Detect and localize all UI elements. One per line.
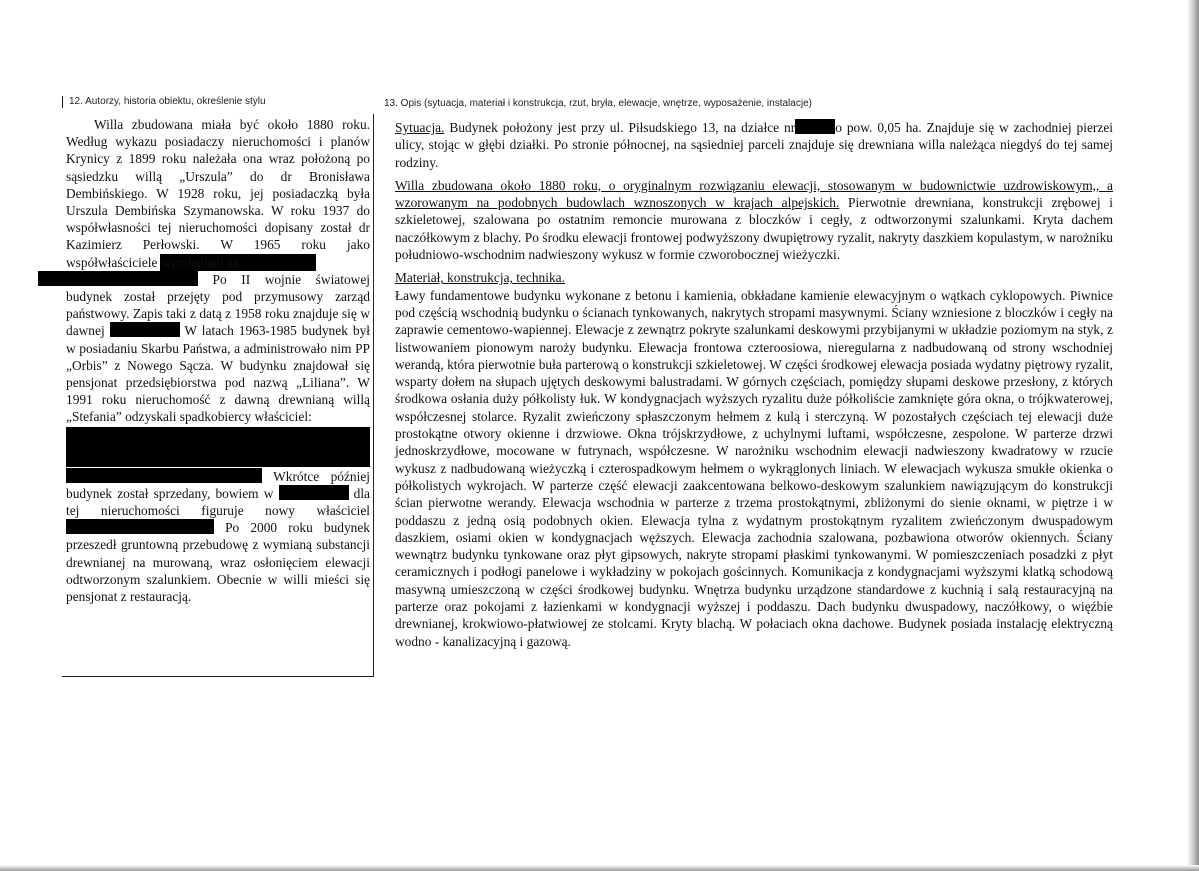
redaction-block [66,427,370,467]
history-paragraph-1: Willa zbudowana miała być około 1880 roku. Według wykazu posiadaczy nieruchomości i planów Krynicy z 1899 roku należała ona wraz położoną po sąsiedzku willą „Urszula” do dr Bronisława Dembińskiego. W 1928 roku, jej posiadaczką była Urszula Dembińska Szymanowska. W roku 1937 do współwłasności tej nieruchomości dopisany został dr Kazimierz Perłowski. W 1965 roku jako współwłaściciele wymieniani są [66,117,370,270]
redaction-block [66,519,214,534]
situation-text-end: o pow. 0,05 ha. Znajduje się w zachodniej pierzei ulicy, stojąc w głębi działki. Po stronie północnej, na sąsiedniej parceli znajduje się drewniana willa należąca niegdyś do tej samej rodziny. [395,120,1113,170]
history-paragraph-2: Po II wojnie światowej budynek został przejęty pod przymusowy zarząd państwowy. Zapis taki z datą z 1958 roku znajduje się w dawnej [66,271,370,339]
scan-edge-shadow [1187,0,1199,871]
redaction-block [110,322,180,337]
left-section-heading: 12. Autorzy, historia obiektu, określenie stylu [62,96,266,108]
material-text: Ławy fundamentowe budynku wykonane z betonu i kamienia, obkładane kamienie elewacyjnym o wątkach cyklopowych. Piwnice pod częścią wschodnią budynku o ścianach tynkowanych, nakrytych stropami masywnymi. Ściany wzniesione z bloczków i cegły na zaprawie cementowo-wapiennej. Elewacje z zewnątrz pokryte szalunkami deskowymi przybijanymi w układzie poziomym na styk, z listwowaniem pionowym naroży budynku. Elewacja frontowa czteroosiowa, nieregularna z nadbudowaną od strony wschodniej werandą, która pierwotnie buła parterową o konstrukcji szkieletowej. W części środkowej elewacja posiada wydatny piętrowy ryzalit, wsparty dołem na słupach ujętych deskowymi balustradami. W górnych częściach, pomiędzy słupami deskowe przesłony, z których środkowa osłania duży półkolisty łuk. W kondygnacjach wyższych ryzalitu duże półkoliście zamknięte góra okna, o trójkwaterowej, współczesnej stolarce. Ryzalit zwieńczony spłaszczonym hełmem z kulą i sterczyną. W pozostałych częściach tej elewacji duże prostokątne otwory okienne i drzwiowe. Okna trójskrzydłowe, z uchylnymi luftami, współczesne, zespolone. W parterze drzwi jednoskrzydłowe, mocowane w futrynach, współczesne. W narożniku wschodnim elewacji nadwieszony kwadratowy w rzucie wykusz z nadbudowaną wieżyczką i czterospadkowym hełmem o wykrąglonych liniach. W elewacjach wykusza smukłe okienka o półkolistych wykrojach. W parterze część elewacji zaakcentowana belkowo-deskowym szalunkiem nawiązującym do konstrukcji ścian pierwotne werandy. Elewacja wschodnia w parterze z trzema prostokątnymi, zbliżonymi do sienie oknami, w piętrze i w poddaszu z jedną osią podobnych okien. Elewacja tylna z wydatnym prostokątnym ryzalitem zwieńczonym dwuspadowym daszkiem, osiami okien w kondygnacjach węższych. Elewacja zachodnia szalowana, pozbawiona otworów okiennych. Ściany wewnątrz budynku tynkowane oraz płyt gipsowych, nakryte stropami płaskimi tynkowanymi. W pomieszczeniach posadzki z płyt ceramicznych i podłogi panelowe i wykładziny w pokojach gościnnych. Komunikacja z kondygnacjami wyższymi klatką schodową masywną umieszczoną w części środkowej budynku. Wnętrza budynku urządzone standardowe z kuchnią i salą restauracyjną na parterze oraz pokojami z łazienkami w kondygnacji wyższej i poddaszu. Dach budynku dwuspadowy, naczółkowy, o więźbie drewnianej, krokwiowo-płatwiowej ze stolcami. Kryty blachą. W połaciach okna dachowe. Budynek posiada instalację elektryczną wodno - kanalizacyjną i gazową. [395,287,1113,649]
history-paragraph-5: dla tej nieruchomości figuruje nowy właściciel [66,485,370,519]
situation-text-start: Budynek położony jest przy ul. Piłsudskiego 13, na działce nr [449,120,796,135]
history-paragraph-4: Wkrótce później budynek został sprzedany, bowiem w [66,468,370,501]
redaction-block [279,485,349,500]
right-section-heading: 13. Opis (sytuacja, materiał i konstrukcja, rzut, bryła, elewacje, wnętrze, wyposażenie, instalacje) [384,98,812,109]
redaction-block [66,468,262,483]
description-text [395,119,1113,650]
history-paragraph-6: Po 2000 roku budynek przeszedł gruntowną przebudowę z wymianą substancji drewnianej na murowaną, wraz osłonięciem elewacji odtworzonym szalunkiem. Obecnie w willi mieści się pensjonat z restauracją. [66,520,370,605]
villa-summary-underlined: Willa zbudowana około 1880 roku, o oryginalnym rozwiązaniu elewacji, stosowanym w budownictwie uzdrowiskowym,, a wzorowanym na podobnych budowlach wznoszonych w krajach alpejskich. [395,177,1113,211]
scan-bottom-shadow [0,865,1199,871]
material-label: Materiał, konstrukcja, technika. [395,270,565,286]
redaction-block [795,119,835,134]
history-paragraph-3: W latach 1963-1985 budynek był w posiadaniu Skarbu Państwa, a administrowało nim PP „Orbis” z Nowego Sącza. W budynku znajdował się pensjonat przedsiębiorstwa pod nazwą „Liliana”. W 1991 roku nieruchomość z dawną drewnianą willą „Stefania” odzyskali spadkobiercy właściciel: [66,323,370,425]
villa-summary-text: Pierwotnie drewniana, konstrukcji zrębowej i szkieletowej, szalowana po ostatnim remoncie murowana z bloczków i cegły, z odtworzonymi szalunkami. Kryta dachem naczółkowym z blachy. Po środku elewacji frontowej podwyższony dwupiętrowy ryzalit, nakryty daszkiem kopulastym, w narożniku południowo-wschodnim nadwieszony wykusz w formie czworobocznej wieżyczki. [395,195,1113,263]
situation-label: Sytuacja. [395,120,445,135]
history-text [66,116,370,605]
redaction-block [38,271,198,286]
